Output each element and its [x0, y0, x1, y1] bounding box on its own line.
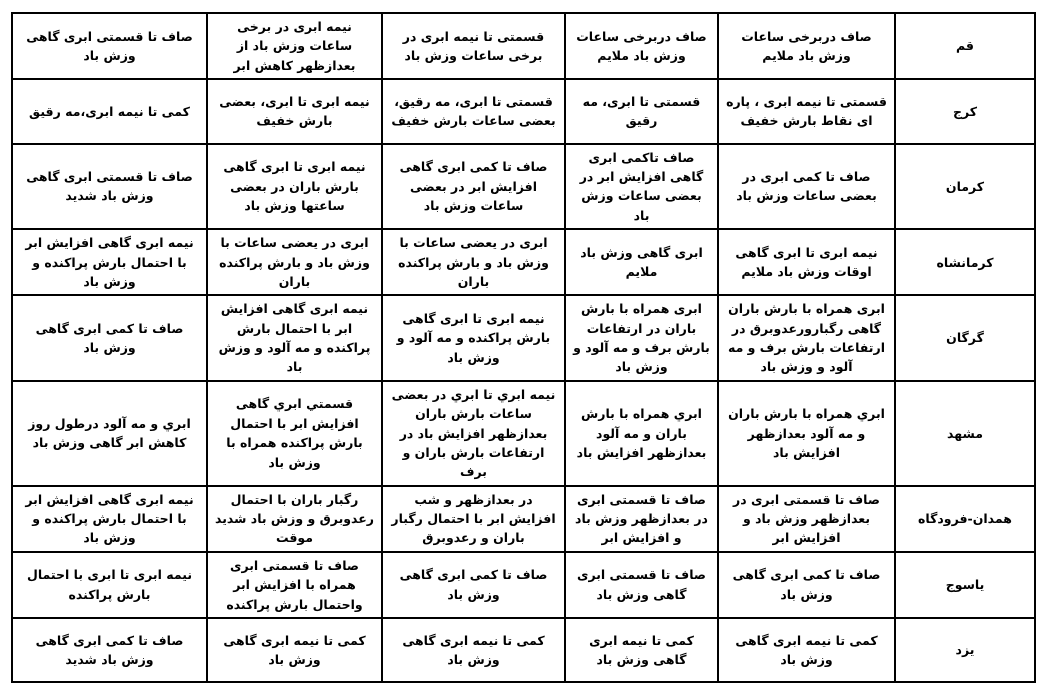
weather-forecast-table — [11, 12, 1036, 683]
city-name-cell: کرج — [895, 79, 1035, 144]
forecast-cell: ابری گاهی وزش باد ملایم — [565, 229, 718, 295]
city-name-cell: گرگان — [895, 295, 1035, 381]
forecast-cell: نیمه ابری گاهی افزایش ابر با احتمال بارش پراکنده و وزش باد — [12, 229, 207, 295]
forecast-cell: قسمتی تا ابری، مه رقیق — [565, 79, 718, 144]
forecast-cell: نیمه ابری گاهی افزایش ابر با احتمال بارش پراکنده و وزش باد — [12, 486, 207, 552]
forecast-cell: نیمه ابری تا ابری با احتمال بارش پراکنده — [12, 552, 207, 618]
forecast-cell: نیمه ابري تا ابري در بعضی ساعات بارش باران بعدازظهر افزایش باد در ارتفاعات بارش باران و برف — [382, 381, 565, 486]
table-row — [12, 144, 1035, 230]
forecast-cell: صاف تا قسمتی ابری گاهی وزش باد شدید — [12, 144, 207, 230]
table-row — [12, 381, 1035, 486]
forecast-cell: قسمتي ابري گاهی افزایش ابر با احتمال بارش پراکنده همراه با وزش باد — [207, 381, 382, 486]
forecast-cell: نیمه ابری تا ابری گاهی بارش پراکنده و مه آلود و وزش باد — [382, 295, 565, 381]
forecast-cell: در بعدازظهر و شب افزایش ابر با احتمال رگبار باران و رعدوبرق — [382, 486, 565, 552]
city-name-cell: قم — [895, 13, 1035, 79]
forecast-cell: کمی تا نیمه ابری گاهی وزش باد — [382, 618, 565, 683]
table-row — [12, 552, 1035, 618]
table-row — [12, 229, 1035, 295]
forecast-table-body — [12, 13, 1035, 682]
forecast-cell: صاف دربرخی ساعات وزش باد ملایم — [718, 13, 895, 79]
forecast-cell: قسمتی تا ابری، مه رقیق، بعضی ساعات بارش خفیف — [382, 79, 565, 144]
forecast-cell: رگبار باران با احتمال رعدوبرق و وزش باد شدید موقت — [207, 486, 382, 552]
forecast-cell: نیمه ابری در برخی ساعات وزش باد از بعدازظهر کاهش ابر — [207, 13, 382, 79]
table-row — [12, 486, 1035, 552]
forecast-table-container — [13, 12, 1036, 683]
forecast-cell: صاف تا کمی ابری گاهی وزش باد — [718, 552, 895, 618]
forecast-cell: ابری همراه با بارش باران گاهی رگبارورعدوبرق در ارتفاعات بارش برف و مه آلود و وزش باد — [718, 295, 895, 381]
table-row — [12, 618, 1035, 683]
forecast-cell: صاف تا قسمتی ابری در بعدازظهر وزش باد و افزایش ابر — [565, 486, 718, 552]
forecast-cell: صاف تا کمی ابری در بعضی ساعات وزش باد — [718, 144, 895, 230]
forecast-cell: ابري همراه با بارش باران و مه آلود بعدازظهر افزایش باد — [718, 381, 895, 486]
forecast-cell: قسمتی تا نیمه ابری در برخی ساعات وزش باد — [382, 13, 565, 79]
city-name-cell: مشهد — [895, 381, 1035, 486]
city-name-cell: همدان-فرودگاه — [895, 486, 1035, 552]
forecast-cell: صاف تا کمی ابری گاهی وزش باد — [12, 295, 207, 381]
table-row — [12, 79, 1035, 144]
forecast-cell: قسمتی تا نیمه ابری ، پاره ای نقاط بارش خفیف — [718, 79, 895, 144]
forecast-cell: ابري همراه با بارش باران و مه آلود بعدازظهر افزایش باد — [565, 381, 718, 486]
forecast-cell: صاف تا کمی ابری گاهی افزایش ابر در بعضی ساعات وزش باد — [382, 144, 565, 230]
forecast-cell: ابري و مه آلود درطول روز کاهش ابر گاهی وزش باد — [12, 381, 207, 486]
forecast-cell: صاف تا کمی ابری گاهی وزش باد — [382, 552, 565, 618]
forecast-cell: صاف تا قسمتی ابری گاهی وزش باد — [12, 13, 207, 79]
forecast-cell: صاف دربرخی ساعات وزش باد ملایم — [565, 13, 718, 79]
table-row — [12, 13, 1035, 79]
forecast-cell: ابری در یعضی ساعات با وزش باد و بارش پراکنده باران — [382, 229, 565, 295]
forecast-cell: صاف تا قسمتی ابری در بعدازظهر وزش باد و افزایش ابر — [718, 486, 895, 552]
forecast-cell: کمی تا نیمه ابری،مه رقیق — [12, 79, 207, 144]
forecast-cell: نیمه ابری تا ابری، بعضی بارش خفیف — [207, 79, 382, 144]
city-name-cell: کرمانشاه — [895, 229, 1035, 295]
forecast-cell: کمی تا نیمه ابری گاهی وزش باد — [207, 618, 382, 683]
forecast-cell: کمی تا نیمه ابری گاهی وزش باد — [565, 618, 718, 683]
forecast-cell: نیمه ابری تا ابری گاهی بارش باران در بعضی ساعتها وزش باد — [207, 144, 382, 230]
table-row — [12, 295, 1035, 381]
city-name-cell: کرمان — [895, 144, 1035, 230]
forecast-cell: صاف تا قسمتی ابری همراه با افزایش ابر واحتمال بارش پراکنده — [207, 552, 382, 618]
forecast-cell: ابری در یعضی ساعات با وزش باد و بارش پراکنده باران — [207, 229, 382, 295]
forecast-cell: نیمه ابری گاهی افزایش ابر با احتمال بارش پراکنده و مه آلود و وزش باد — [207, 295, 382, 381]
forecast-cell: کمی تا نیمه ابری گاهی وزش باد — [718, 618, 895, 683]
forecast-cell: ابری همراه با بارش باران در ارتفاعات بارش برف و مه آلود و وزش باد — [565, 295, 718, 381]
forecast-cell: صاف تا قسمتی ابری گاهی وزش باد — [565, 552, 718, 618]
forecast-cell: صاف تا کمی ابری گاهی وزش باد شدید — [12, 618, 207, 683]
city-name-cell: یزد — [895, 618, 1035, 683]
city-name-cell: یاسوج — [895, 552, 1035, 618]
forecast-cell: صاف تاکمی ابری گاهی افزایش ابر در بعضی ساعات وزش باد — [565, 144, 718, 230]
forecast-cell: نیمه ابری تا ابری گاهی اوقات وزش باد ملایم — [718, 229, 895, 295]
